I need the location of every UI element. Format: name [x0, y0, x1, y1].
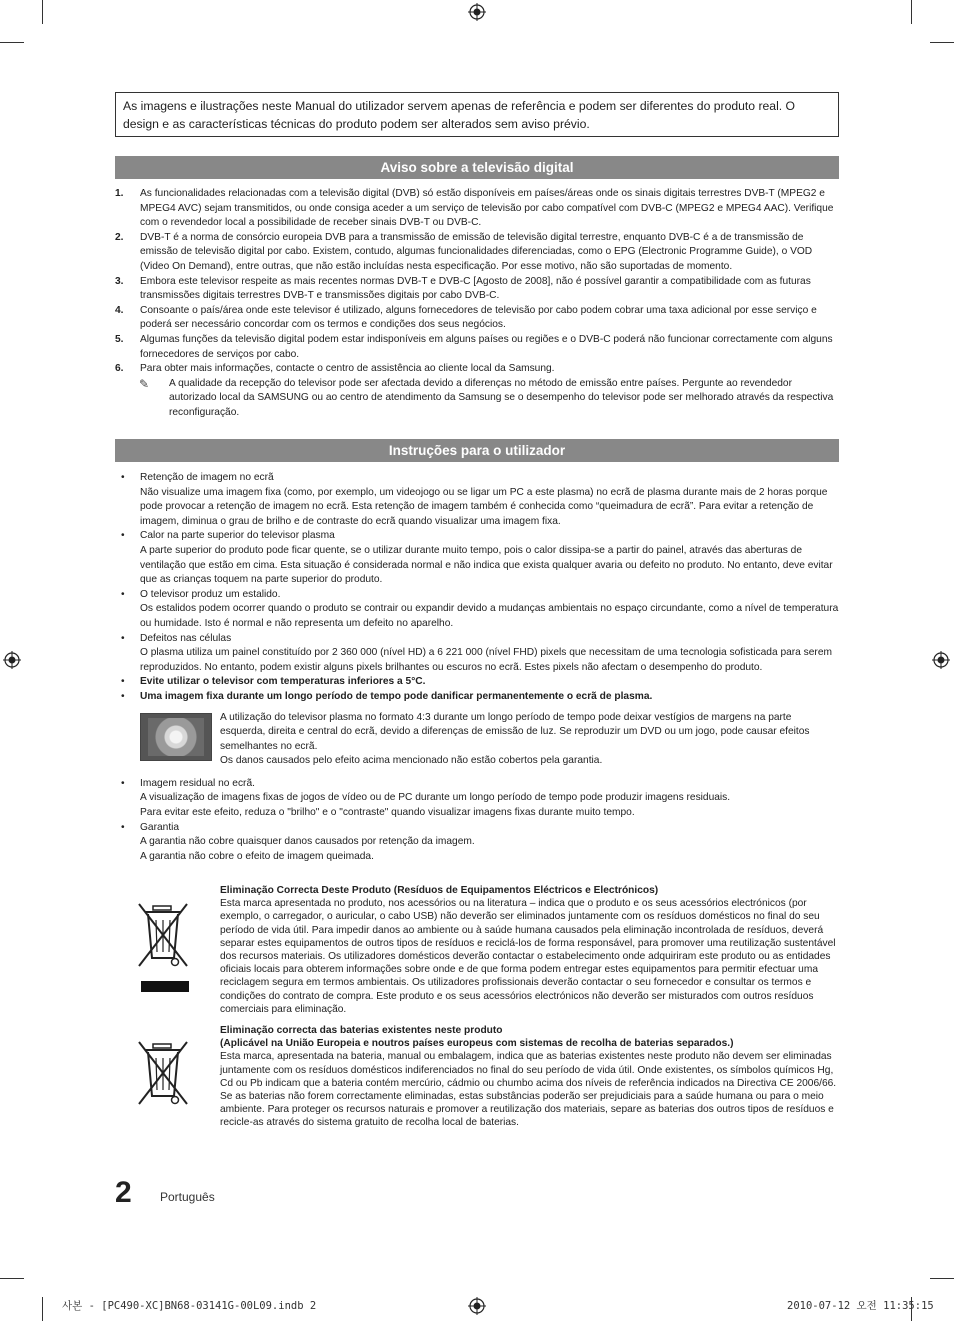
item-body: A parte superior do produto pode ficar quente, se o utilizar durante muito tempo, pois o calor dissipa-se a partir do painel, através das aberturas de ventilação que estão em cima. Esta situação é considerada normal e não indica que exista qualquer avaria ou defeito no produto. No entanto, deve evitar que as crianças toquem na parte superior do produto. — [140, 544, 833, 586]
list-number: 5. — [115, 333, 124, 345]
item-title: Defeitos nas células — [140, 632, 232, 644]
list-item — [115, 777, 839, 821]
weee-body: Esta marca, apresentada na bateria, manual ou embalagem, indica que as baterias existentes neste produto não devem ser eliminadas juntamente com os resíduos domésticos indiferenciados no final do seu período de vida útil. Onde existentes, os símbolos químicos Hg, Cd ou Pb indicam que a bateria contém mercúrio, cádmio ou chumbo acima dos níveis de referência indicados na Directiva CE 2006/66. Se as baterias não forem correctamente eliminadas, estas substâncias poderão ser prejudiciais para a saúde humana ou para o meio ambiente. Para proteger os recursos naturais e promover a reutilização dos materiais, separe as baterias dos outros tipos de resíduos e recicle-as através do sistema gratuito de recolha local de baterias. — [220, 1051, 837, 1129]
list-item — [115, 231, 839, 275]
crop-mark — [930, 1278, 954, 1279]
list-item — [115, 275, 839, 304]
list-item — [115, 529, 839, 587]
bullet: • — [121, 676, 125, 688]
item-body: A garantia não cobre quaisquer danos causados por retenção da imagem. — [140, 836, 475, 848]
bullet: • — [121, 530, 125, 542]
pencil-note-icon: ✎ — [139, 376, 150, 391]
item-title: O televisor produz um estalido. — [140, 588, 281, 600]
list-number: 4. — [115, 304, 124, 316]
image-caption: A utilização do televisor plasma no formato 4:3 durante um longo período de tempo pode deixar vestígios de margens na parte esquerda, direita e central do ecrã, devido a diferenças de emissão de luz. Se reproduzir um DVD ou um jogo, pode causar efeitos semelhantes no ecrã. — [220, 711, 810, 752]
item-body: A garantia não cobre o efeito de imagem queimada. — [140, 850, 374, 862]
list-item — [115, 187, 839, 231]
list-item — [115, 362, 839, 377]
list-item-text: As funcionalidades relacionadas com a televisão digital (DVB) só estão disponíveis em países/áreas onde os sinais digitais terrestres DVB-T (MPEG2 e MPEG4 AVC) sejam transmitidos, ou onde consiga aceder a um serviço de televisão por cabo compatível com DVB-C (MPEG2 e MPEG4 AAC). Verifique com o revendedor local a possibilidade de receber sinais DVB-T ou DVB-C. — [140, 188, 834, 229]
registration-mark-icon — [3, 651, 21, 669]
item-body: Os estalidos podem ocorrer quando o produto se contrair ou expandir devido a mudanças ambientais no espaço circundante, como a nível de temperatura ou humidade. Isto é normal e não representa um defeito no aparelho. — [140, 603, 839, 629]
crop-mark — [0, 42, 24, 43]
registration-mark-icon — [932, 651, 950, 669]
list-item — [115, 471, 839, 529]
crop-mark — [42, 1297, 43, 1321]
list-item-text: Embora este televisor respeite as mais recentes normas DVB-T e DVB-C [Agosto de 2008], não é possível garantir a compatibilidade com as futuras transmissões digitais terrestres DVB-T e transmissões digitais por cabo DVB-C. — [140, 275, 811, 302]
bullet: • — [121, 472, 125, 483]
weee-battery-disposal — [115, 1024, 839, 1130]
list-item — [115, 821, 839, 865]
item-body: O plasma utiliza um painel constituído por 2 360 000 (nível HD) a 6 221 000 (nível FHD) pixels que necessitam de uma tecnologia sofisticada para serem reproduzidos. No entanto, podem existir alguns pixels brilhantes ou escuros no ecrã. Estes pixels não afectam o desempenho do produto. — [140, 647, 832, 673]
user-instructions-list — [115, 471, 839, 864]
bullet: • — [121, 690, 125, 702]
bullet: • — [121, 777, 125, 789]
list-item — [115, 690, 839, 705]
item-title: Calor na parte superior do televisor plasma — [140, 530, 335, 542]
list-item — [115, 588, 839, 632]
list-item-text: Para obter mais informações, contacte o centro de assistência ao cliente local da Samsung. — [140, 363, 555, 375]
weee-product-disposal — [115, 884, 839, 1016]
list-number: 2. — [115, 231, 124, 243]
weee-text — [115, 1024, 839, 1130]
flower-image — [148, 718, 204, 756]
item-body: Para evitar este efeito, reduza o "brilho" e o "contraste" quando visualizar imagens fixas durante muito tempo. — [140, 807, 635, 819]
registration-mark-icon — [468, 1297, 486, 1315]
crop-mark — [0, 1278, 24, 1279]
page-number: 2 — [115, 1176, 132, 1209]
note-text: A qualidade da recepção do televisor pode ser afectada devido a diferenças no método de emissão entre países. Pergunte ao revendedor autorizado local da SAMSUNG ou ao centro de atendimento da Samsung se o desempenho do televisor pode ser melhorado através da respectiva reconfiguração. — [169, 377, 834, 418]
list-item — [115, 304, 839, 333]
weee-title: Eliminação correcta das baterias existentes neste produto — [220, 1025, 503, 1036]
weee-text — [115, 884, 839, 1016]
list-number: 3. — [115, 275, 124, 287]
image-caption: Os danos causados pelo efeito acima mencionado não estão cobertos pela garantia. — [220, 755, 603, 767]
note-paragraph — [115, 377, 839, 421]
item-body: Não visualize uma imagem fixa (como, por exemplo, um videojogo ou se ligar um PC a este plasma) no ecrã de plasma durante mais de 2 horas porque pode provocar a retenção de imagem no ecrã. Esta retenção de imagem também é conhecida como “queimadura de ecrã”. Para evitar a retenção de imagem, diminua o grau de brilho e de contraste do ecrã quando visualizar uma imagem fixa. — [140, 486, 828, 527]
crossed-out-wheeled-bin-icon — [137, 902, 191, 994]
registration-mark-icon — [468, 3, 486, 21]
item-title: Uma imagem fixa durante um longo período de tempo pode danificar permanentemente o ecrã de plasma. — [140, 690, 653, 702]
section-heading-user-instructions: Instruções para o utilizador — [115, 439, 839, 462]
list-item-text: Consoante o país/área onde este televisor é utilizado, alguns fornecedores de televisão por cabo podem cobrar uma taxa adicional por esse serviço e poderá ser necessário concordar com os termos e condições dos seus negócios. — [140, 304, 817, 331]
weee-body: Esta marca apresentada no produto, nos acessórios ou na literatura – indica que o produto e os seus acessórios electrónicos (por exemplo, o carregador, o auricular, o cabo USB) não deverão ser eliminados juntamente com os resíduos domésticos no final do seu período de vida útil. Para impedir danos ao ambiente ou à saúde humana causados pela eliminação incontrolada de resíduos, deverá separar estes equipamentos de outros tipos de resíduos e reciclá-los de forma responsável, para promover uma reutilização sustentável dos recursos materiais. Os utilizadores domésticos deverão contactar o estabelecimento onde adquiriram este produto ou as entidades oficiais locais para obterem informações sobre onde e de que forma podem entregar estes equipamentos para permitir efectuar uma reciclagem segura em termos ambientais. Os utilizadores profissionais deverão contactar o seu fornecedor e consultar os termos e condições do contrato de compra. Este produto e os seus acessórios electrónicos não deverão ser misturados com outros resíduos comerciais para eliminação. — [220, 898, 836, 1015]
item-title: Imagem residual no ecrã. — [140, 777, 255, 789]
page-language: Português — [160, 1190, 215, 1204]
list-number: 1. — [115, 188, 124, 199]
item-body: A visualização de imagens fixas de jogos de vídeo ou de PC durante um longo período de tempo pode produzir imagens residuais. — [140, 792, 731, 804]
item-title: Garantia — [140, 821, 180, 833]
crossed-out-wheeled-bin-icon — [137, 1040, 191, 1110]
weee-subtitle: (Aplicável na União Europeia e noutros países europeus com sistemas de recolha de baterias separados.) — [220, 1038, 734, 1050]
screen-burn-example — [115, 711, 839, 769]
crop-mark — [911, 0, 912, 24]
weee-title: Eliminação Correcta Deste Produto (Resíduos de Equipamentos Eléctricos e Electrónicos) — [220, 885, 659, 896]
section-heading-digital-tv: Aviso sobre a televisão digital — [115, 156, 839, 179]
list-item-text: DVB-T é a norma de consórcio europeia DVB para a transmissão de emissão de televisão digital terrestre, enquanto DVB-C é a de transmissão de emissão de televisão digital por cabo. Existem, contudo, algumas funcionalidades diferenciadas, como o EPG (Electronic Programme Guide), o VOD (Video On Demand), entre outras, que não estão incluídas nesta especificação. Por esse motivo, não são suportadas de momento. — [140, 231, 813, 272]
list-item — [115, 675, 839, 690]
crop-mark — [42, 0, 43, 24]
list-item — [115, 333, 839, 362]
bullet: • — [121, 632, 125, 644]
tv-screen-thumbnail — [140, 713, 212, 761]
item-title: Retenção de imagem no ecrã — [140, 472, 274, 483]
item-title: Evite utilizar o televisor com temperaturas inferiores a 5°C. — [140, 676, 426, 688]
crop-mark — [930, 42, 954, 43]
print-slug-file: 사본 - [PC490-XC]BN68-03141G-00L09.indb 2 — [62, 1300, 317, 1312]
list-item-text: Algumas funções da televisão digital podem estar indisponíveis em alguns países ou regiões e o DVB-C poderá não funcionar correctamente com alguns fornecedores de serviços por cabo. — [140, 333, 833, 360]
list-item — [115, 632, 839, 676]
digital-tv-list — [115, 187, 839, 421]
bullet: • — [121, 588, 125, 600]
notice-box: As imagens e ilustrações neste Manual do utilizador servem apenas de referência e podem ser diferentes do produto real. O design e as características técnicas do produto podem ser alterados sem aviso prévio. — [115, 92, 839, 137]
bullet: • — [121, 821, 125, 833]
list-number: 6. — [115, 363, 124, 375]
print-slug-date: 2010-07-12 오전 11:35:15 — [787, 1300, 934, 1312]
